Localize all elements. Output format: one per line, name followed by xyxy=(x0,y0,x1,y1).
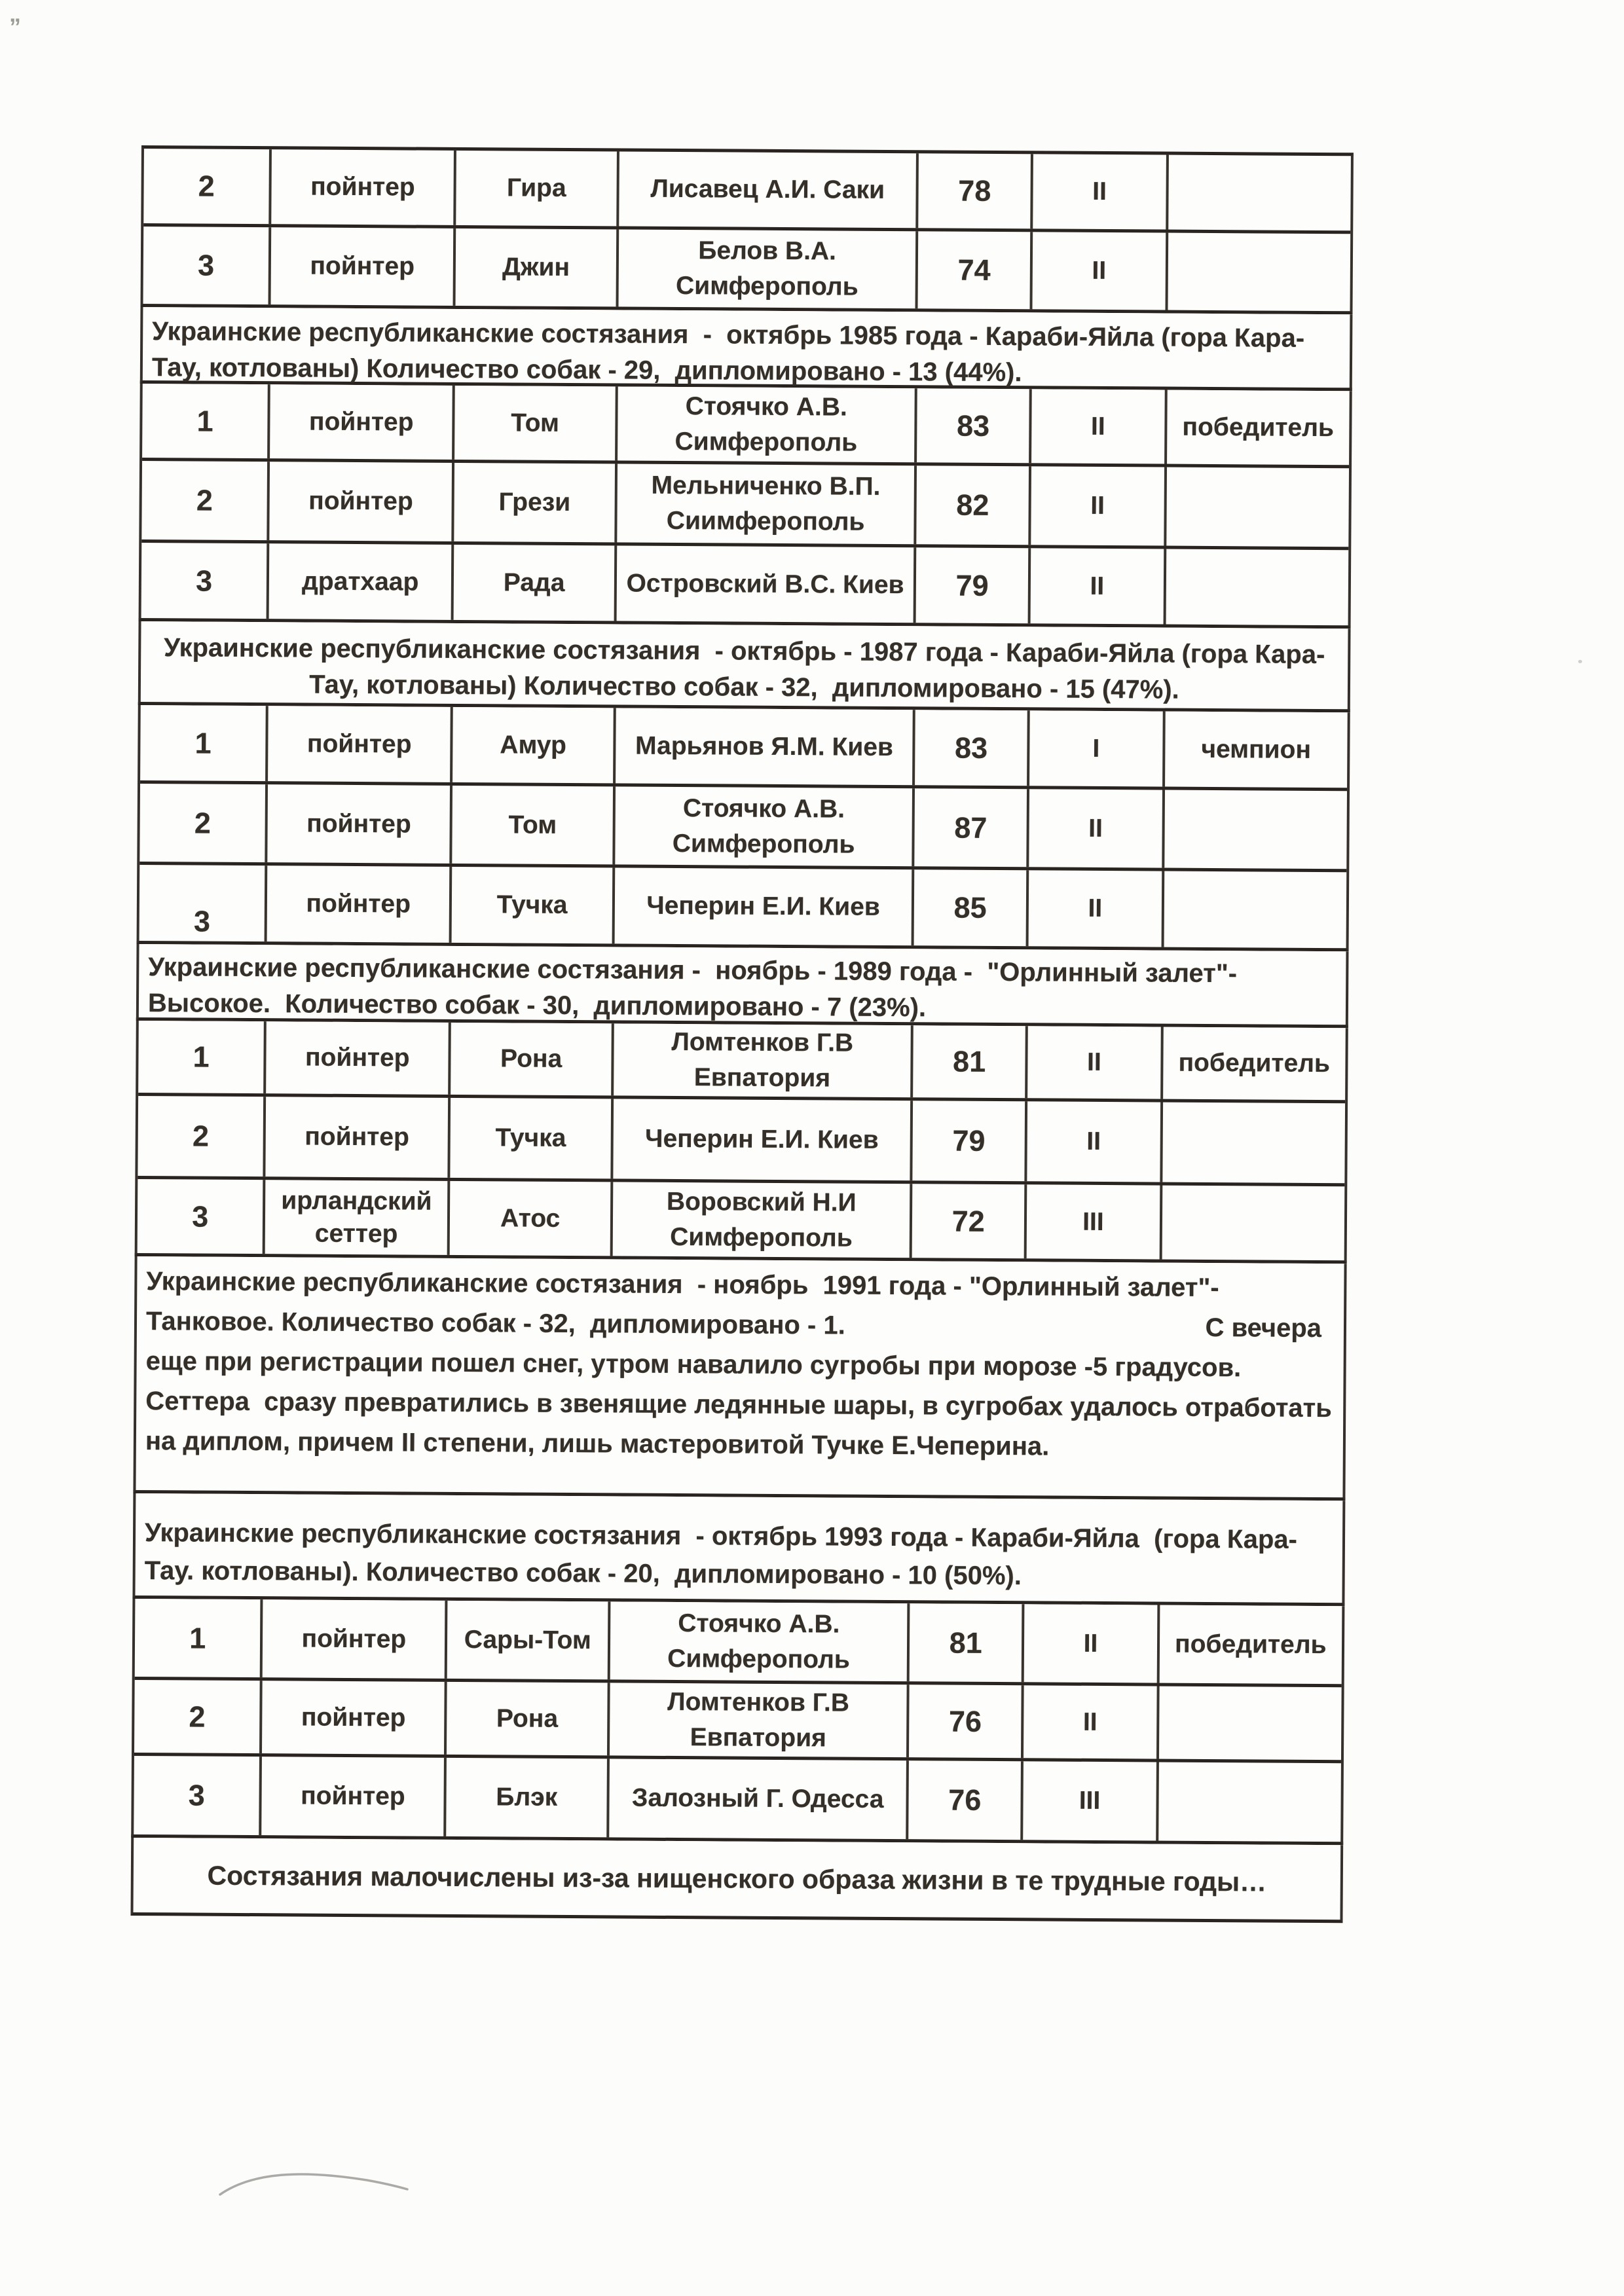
header-line: Тау, котлованы) Количество собак - 29, дипломировано - 13 (44%). xyxy=(151,353,1022,388)
cell-breed: ирландский сеттер xyxy=(265,1180,451,1255)
owner-line: Стоячко А.В. xyxy=(685,392,847,422)
cell-score: 76 xyxy=(909,1685,1024,1758)
cell-note xyxy=(1168,233,1350,312)
results-table-1989 xyxy=(135,1021,1348,1264)
cell-dog-name: Грези xyxy=(454,463,618,543)
cell-owner xyxy=(610,1601,910,1681)
cell-dog-name: Блэк xyxy=(447,1758,610,1838)
cell-owner xyxy=(619,229,919,308)
cell-note xyxy=(1158,1762,1341,1842)
cell-owner xyxy=(617,545,917,623)
cell-owner xyxy=(613,1182,913,1258)
cell-score: 87 xyxy=(914,788,1029,867)
note-line-left: Танковое. Количество собак - 32, дипломировано - 1. xyxy=(145,1307,845,1340)
owner-line: Стоячко А.В. xyxy=(682,793,845,824)
cell-dog-name: Тучка xyxy=(451,1098,614,1179)
results-table-1985 xyxy=(139,384,1352,629)
owner-line: Стоячко А.В. xyxy=(678,1609,840,1639)
table-row xyxy=(138,1176,1345,1260)
owner-line: Сиимферополь xyxy=(666,506,865,536)
cell-owner xyxy=(613,1099,913,1180)
cell-score: 83 xyxy=(917,388,1032,463)
cell-note xyxy=(1162,1186,1344,1261)
cell-owner xyxy=(614,1023,913,1097)
owner-line: Симферополь xyxy=(672,829,855,859)
closing-remark xyxy=(130,1838,1343,1923)
cell-place: 3 xyxy=(138,1179,266,1254)
owner-line: Островский В.С. Киев xyxy=(626,569,904,599)
owner-line: Марьянов Я.М. Киев xyxy=(635,731,894,761)
owner-line: Евпатория xyxy=(693,1063,831,1093)
cell-score: 83 xyxy=(915,710,1030,786)
cell-degree: III xyxy=(1023,1761,1158,1840)
section-header-1993 xyxy=(132,1493,1345,1606)
cell-degree: II xyxy=(1031,548,1166,624)
cell-owner xyxy=(619,151,919,228)
cell-score: 79 xyxy=(913,1101,1028,1181)
cell-note xyxy=(1166,467,1349,547)
owner-line: Ломтенков Г.В xyxy=(671,1027,854,1057)
table-row xyxy=(141,458,1349,547)
cell-score: 78 xyxy=(918,153,1033,228)
cell-score: 72 xyxy=(912,1184,1027,1258)
section-header-1989 xyxy=(136,944,1349,1028)
cell-score: 81 xyxy=(913,1025,1028,1098)
cell-dog-name: Тучка xyxy=(452,867,616,944)
table-row xyxy=(138,1093,1345,1183)
cell-place: 2 xyxy=(138,1096,266,1176)
cell-place: 3 xyxy=(141,543,270,619)
cell-degree: II xyxy=(1027,1101,1163,1182)
header-line: Тау. котлованы). Количество собак - 20, дипломировано - 10 (50%). xyxy=(144,1556,1022,1591)
cell-dog-name: Гира xyxy=(456,151,619,227)
owner-line: Белов В.А. xyxy=(698,236,837,266)
cell-degree: II xyxy=(1029,870,1164,947)
cell-place: 3 xyxy=(134,1756,262,1835)
table-row xyxy=(143,223,1351,311)
cell-score: 81 xyxy=(910,1603,1025,1682)
owner-line: Лисавец А.И. Саки xyxy=(650,174,885,204)
table-row xyxy=(138,1021,1346,1100)
cell-note xyxy=(1159,1686,1342,1760)
header-line: Украинские республиканские состязания - октябрь - 1987 года - Караби-Яйла (гора Кара- xyxy=(164,633,1325,670)
cell-score: 85 xyxy=(914,869,1029,946)
owner-line: Евпатория xyxy=(690,1722,827,1752)
cell-dog-name: Джин xyxy=(456,228,619,307)
cell-owner xyxy=(609,1758,909,1839)
cell-note xyxy=(1168,155,1351,231)
section-header-1987 xyxy=(138,621,1351,712)
owner-line: Воровский Н.И xyxy=(666,1187,857,1217)
table-row xyxy=(143,149,1351,230)
cell-degree: II xyxy=(1024,1604,1160,1683)
header-line: Тау, котлованы) Количество собак - 32, дипломировано - 15 (47%). xyxy=(309,670,1179,704)
cell-breed: пойнтер xyxy=(271,227,456,306)
cell-place: 2 xyxy=(141,461,270,540)
note-line: еще при регистрации пошел снег, утром навалило сугробы при морозе -5 градусов. xyxy=(145,1347,1242,1383)
cell-owner xyxy=(615,786,915,866)
results-table-1987 xyxy=(137,705,1350,951)
cell-degree: II xyxy=(1024,1685,1159,1758)
cell-degree: II xyxy=(1031,466,1167,545)
owner-line: Ломтенков Г.В xyxy=(667,1687,850,1717)
cell-dog-name: Том xyxy=(452,786,616,865)
cell-place: 2 xyxy=(143,149,272,224)
owner-line: Чеперин Е.И. Киев xyxy=(644,1124,879,1154)
cell-degree: II xyxy=(1029,789,1165,867)
pen-stroke-artifact xyxy=(216,2160,413,2206)
cell-degree: I xyxy=(1029,710,1165,786)
cell-degree: II xyxy=(1033,154,1168,229)
table-row xyxy=(141,539,1349,625)
owner-line: Мельниченко В.П. xyxy=(651,471,881,501)
note-line: на диплом, причем II степени, лишь мастеровитой Тучке Е.Чеперина. xyxy=(145,1427,1050,1461)
cell-score: 79 xyxy=(916,547,1031,623)
scan-corner-artifact: „ xyxy=(9,0,21,27)
cell-dog-name: Рона xyxy=(451,1023,614,1096)
cell-score: 74 xyxy=(918,231,1033,309)
cell-note xyxy=(1164,790,1347,869)
table-row xyxy=(139,780,1347,869)
cell-place: 1 xyxy=(142,384,270,458)
note-line xyxy=(146,1302,1335,1349)
note-line: Украинские республиканские состязания - ноябрь 1991 года - "Орлинный залет"- xyxy=(146,1267,1219,1303)
header-line: Украинские республиканские состязания - ноябрь - 1989 года - "Орлинный залет"- xyxy=(148,953,1238,989)
cell-note: чемпион xyxy=(1201,735,1312,764)
owner-line: Залозный Г. Одесса xyxy=(631,1783,884,1813)
note-line: Сеттера сразу превратились в звенящие ледянные шары, в сугробах удалось отработать xyxy=(145,1387,1332,1423)
table-row xyxy=(134,1677,1342,1760)
table-row xyxy=(135,1599,1342,1684)
owner-line: Симферополь xyxy=(670,1222,853,1252)
cell-owner xyxy=(618,386,917,462)
table-row xyxy=(134,1753,1341,1842)
cell-breed: пойнтер xyxy=(267,866,452,943)
cell-degree: II xyxy=(1031,389,1167,464)
note-1991 xyxy=(133,1256,1346,1501)
cell-breed: пойнтер xyxy=(267,1021,452,1095)
cell-dog-name: Сары-Том xyxy=(447,1601,611,1680)
cell-dog-name: Амур xyxy=(452,707,616,784)
cell-note xyxy=(1162,1102,1345,1184)
cell-owner xyxy=(617,464,917,544)
cell-dog-name: Рона xyxy=(447,1682,610,1756)
section-header-1985 xyxy=(140,307,1353,391)
owner-line: Симферополь xyxy=(675,271,858,301)
cell-place: 1 xyxy=(140,705,268,781)
header-line: Украинские республиканские состязания - октябрь 1993 года - Караби-Яйла (гора Кара- xyxy=(144,1518,1298,1554)
cell-place: 1 xyxy=(135,1599,263,1677)
cell-breed: пойнтер xyxy=(272,149,457,225)
results-table-continuation xyxy=(140,145,1353,314)
cell-dog-name: Атос xyxy=(450,1181,613,1256)
closing-remark-text: Состязания малочислены из-за нищенского образа жизни в те трудные годы… xyxy=(207,1860,1267,1897)
cell-breed: пойнтер xyxy=(268,784,453,864)
cell-place: 3 xyxy=(139,865,268,941)
cell-note: победитель xyxy=(1182,412,1335,442)
cell-dog-name: Рада xyxy=(454,545,617,621)
cell-place: 3 xyxy=(143,227,272,304)
table-row xyxy=(142,384,1350,465)
cell-score: 76 xyxy=(908,1760,1024,1840)
cell-note: победитель xyxy=(1174,1630,1327,1659)
cell-owner xyxy=(615,867,915,945)
note-line-right: С вечера xyxy=(1205,1313,1322,1343)
header-line: Высокое. Количество собак - 30, дипломировано - 7 (23%). xyxy=(147,989,927,1023)
cell-dog-name: Том xyxy=(454,386,618,461)
cell-degree: II xyxy=(1027,1026,1163,1099)
cell-place: 2 xyxy=(139,784,268,862)
cell-place: 1 xyxy=(138,1021,267,1093)
cell-breed: пойнтер xyxy=(270,462,455,541)
cell-note: победитель xyxy=(1178,1048,1331,1078)
cell-breed: пойнтер xyxy=(263,1599,448,1679)
cell-degree: III xyxy=(1027,1184,1162,1259)
cell-place: 2 xyxy=(134,1680,263,1753)
cell-breed: пойнтер xyxy=(270,384,455,460)
cell-note xyxy=(1166,549,1348,626)
cell-owner xyxy=(616,708,915,785)
table-row xyxy=(139,862,1347,948)
scan-speck-artifact xyxy=(1578,660,1582,663)
cell-note xyxy=(1164,871,1346,949)
cell-breed: пойнтер xyxy=(262,1681,447,1755)
owner-line: Чеперин Е.И. Киев xyxy=(646,891,880,921)
cell-score: 82 xyxy=(916,465,1031,545)
document-content xyxy=(130,145,1353,1923)
cell-breed: дратхаар xyxy=(269,543,454,620)
owner-line: Симферополь xyxy=(674,427,858,457)
owner-line: Симферополь xyxy=(667,1644,850,1674)
cell-breed: пойнтер xyxy=(266,1097,451,1178)
cell-breed: пойнтер xyxy=(262,1757,447,1836)
results-table-1993 xyxy=(131,1599,1344,1845)
cell-degree: II xyxy=(1033,232,1168,310)
cell-breed: пойнтер xyxy=(268,706,453,782)
table-row xyxy=(140,705,1348,788)
cell-owner xyxy=(610,1683,910,1757)
header-line: Украинские республиканские состязания - октябрь 1985 года - Караби-Яйла (гора Кара- xyxy=(152,317,1305,353)
